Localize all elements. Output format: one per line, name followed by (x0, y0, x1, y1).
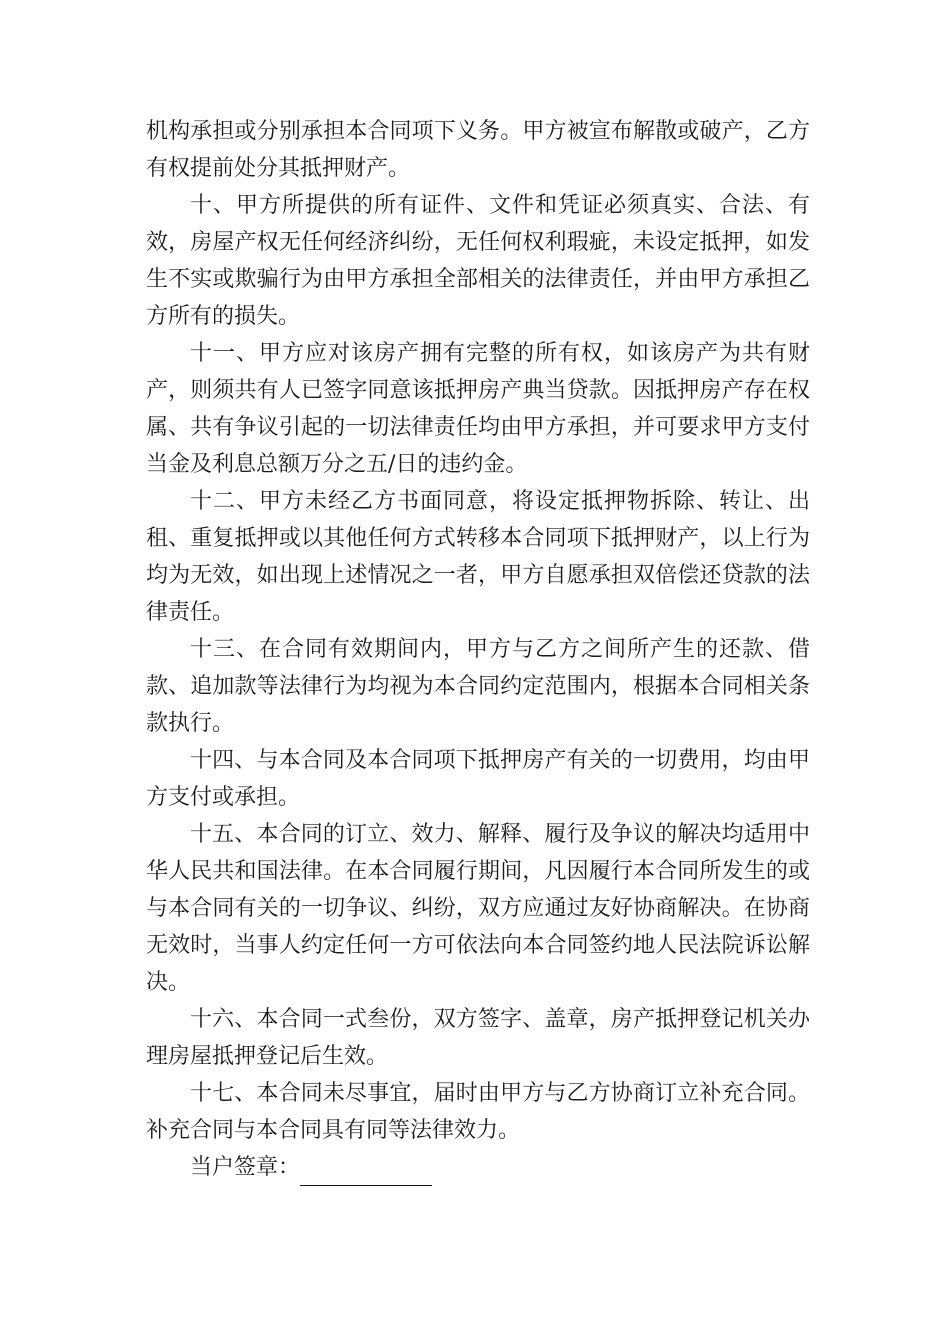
signature-blank-line (300, 1159, 432, 1186)
clause-14: 十四、与本合同及本合同项下抵押房产有关的一切费用，均由甲方支付或承担。 (146, 748, 810, 810)
clause-16: 十六、本合同一式叁份，双方签字、盖章，房产抵押登记机关办理房屋抵押登记后生效。 (146, 1007, 810, 1069)
clause-15: 十五、本合同的订立、效力、解释、履行及争议的解决均适用中华人民共和国法律。在本合同履行期间，凡因履行本合同所发生的或与本合同有关的一切争议、纠纷，双方应通过友好协商解决。在协商无效时，当事人约定任何一方可依法向本合同签约地人民法院诉讼解决。 (146, 822, 810, 995)
signature-label: 当户签章： (190, 1155, 301, 1180)
clause-11: 十一、甲方应对该房产拥有完整的所有权，如该房产为共有财产，则须共有人已签字同意该抵押房产典当贷款。因抵押房产存在权属、共有争议引起的一切法律责任均由甲方承担，并可要求甲方支付当金及利息总额万分之五/日的违约金。 (146, 341, 810, 477)
clause-17: 十七、本合同未尽事宜，届时由甲方与乙方协商订立补充合同。补充合同与本合同具有同等法律效力。 (146, 1081, 810, 1143)
clause-13: 十三、在合同有效期间内，甲方与乙方之间所产生的还款、借款、追加款等法律行为均视为本合同约定范围内，根据本合同相关条款执行。 (146, 637, 810, 736)
signature-row (146, 1149, 810, 1186)
clause-12: 十二、甲方未经乙方书面同意，将设定抵押物拆除、转让、出租、重复抵押或以其他任何方式转移本合同项下抵押财产，以上行为均为无效，如出现上述情况之一者，甲方自愿承担双倍偿还贷款的法律责任。 (146, 489, 810, 625)
document-body (146, 113, 810, 1186)
paragraph-continuation: 机构承担或分别承担本合同项下义务。甲方被宣布解散或破产，乙方有权提前处分其抵押财产。 (146, 119, 810, 181)
clause-10: 十、甲方所提供的所有证件、文件和凭证必须真实、合法、有效，房屋产权无任何经济纠纷，无任何权利瑕疵，未设定抵押，如发生不实或欺骗行为由甲方承担全部相关的法律责任，并由甲方承担乙方所有的损失。 (146, 193, 810, 329)
